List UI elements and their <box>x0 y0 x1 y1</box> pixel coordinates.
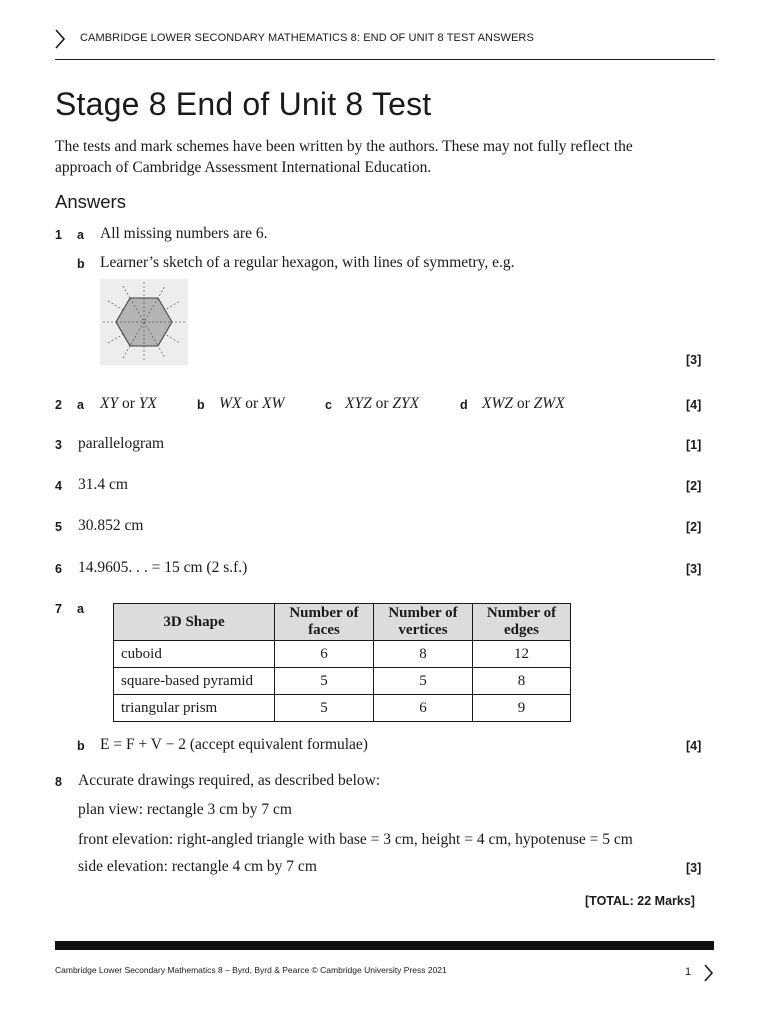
question-number-1: 1 <box>55 228 62 242</box>
table-cell-faces: 6 <box>275 641 374 668</box>
intro-line-1: The tests and mark schemes have been written by the authors. These may not fully reflect the <box>55 138 633 155</box>
table-cell-vertices: 5 <box>374 668 473 695</box>
table-cell-faces: 5 <box>275 695 374 722</box>
q5-marks: [2] <box>686 520 702 534</box>
column-header-shape: 3D Shape <box>114 604 275 641</box>
question-number-3: 3 <box>55 438 62 452</box>
question-number-7: 7 <box>55 602 62 616</box>
q1-part-a-answer: All missing numbers are 6. <box>100 225 268 242</box>
total-marks: [TOTAL: 22 Marks] <box>585 894 695 908</box>
q1-part-b-answer: Learner’s sketch of a regular hexagon, with lines of symmetry, e.g. <box>100 254 515 271</box>
table-row <box>114 641 571 668</box>
q4-marks: [2] <box>686 479 702 493</box>
q5-answer: 30.852 cm <box>78 517 144 534</box>
question-number-2: 2 <box>55 398 62 412</box>
column-header-faces: Number of faces <box>275 604 374 641</box>
table-cell-faces: 5 <box>275 668 374 695</box>
q7-marks: [4] <box>686 739 702 753</box>
q8-line-2: plan view: rectangle 3 cm by 7 cm <box>78 801 292 818</box>
q6-answer: 14.9605. . . = 15 cm (2 s.f.) <box>78 559 248 576</box>
table-cell-edges: 9 <box>473 695 571 722</box>
table-cell-shape: triangular prism <box>114 695 275 722</box>
q7-part-b-label: b <box>77 739 85 753</box>
q2-part-a-answer: XY or YX <box>100 395 157 412</box>
shapes-table <box>113 603 571 722</box>
q2-part-c-label: c <box>325 398 332 412</box>
next-page-chevron-icon <box>702 963 714 983</box>
table-cell-edges: 12 <box>473 641 571 668</box>
q8-line-3: front elevation: right-angled triangle with base = 3 cm, height = 4 cm, hypotenuse = 5 cm <box>78 831 633 848</box>
q2-part-c-answer: XYZ or ZYX <box>345 395 420 412</box>
q2-part-b-label: b <box>197 398 205 412</box>
q6-marks: [3] <box>686 562 702 576</box>
header-rule <box>55 59 715 60</box>
question-number-4: 4 <box>55 479 62 493</box>
question-number-5: 5 <box>55 520 62 534</box>
answers-heading: Answers <box>55 191 126 212</box>
q3-answer: parallelogram <box>78 435 165 452</box>
q1-part-a-label: a <box>77 228 84 242</box>
table-row <box>114 695 571 722</box>
table-cell-edges: 8 <box>473 668 571 695</box>
table-cell-vertices: 8 <box>374 641 473 668</box>
hexagon-symmetry-sketch <box>100 279 188 365</box>
question-number-8: 8 <box>55 775 62 789</box>
page-number: 1 <box>685 966 692 978</box>
q1-part-b-label: b <box>77 257 85 271</box>
q1-marks: [3] <box>686 353 702 367</box>
q8-line-4: side elevation: rectangle 4 cm by 7 cm <box>78 858 317 875</box>
chevron-right-icon <box>52 28 68 50</box>
hexagon-figure <box>100 279 188 365</box>
column-header-vertices: Number of vertices <box>374 604 473 641</box>
q2-part-d-label: d <box>460 398 468 412</box>
q4-answer: 31.4 cm <box>78 476 128 493</box>
table-row <box>114 668 571 695</box>
table-header-row <box>114 604 571 641</box>
table-cell-shape: cuboid <box>114 641 275 668</box>
q8-marks: [3] <box>686 861 702 875</box>
column-header-edges: Number of edges <box>473 604 571 641</box>
table-cell-vertices: 6 <box>374 695 473 722</box>
intro-text <box>55 136 695 178</box>
table-cell-shape: square-based pyramid <box>114 668 275 695</box>
q2-part-b-answer: WX or XW <box>219 395 285 412</box>
footer-bar <box>55 941 714 950</box>
q3-marks: [1] <box>686 438 702 452</box>
question-number-6: 6 <box>55 562 62 576</box>
q2-marks: [4] <box>686 398 702 412</box>
intro-line-2: approach of Cambridge Assessment International Education. <box>55 159 432 176</box>
q2-part-d-answer: XWZ or ZWX <box>482 395 565 412</box>
running-header: CAMBRIDGE LOWER SECONDARY MATHEMATICS 8: END OF UNIT 8 TEST ANSWERS <box>80 32 534 44</box>
footer-credit: Cambridge Lower Secondary Mathematics 8 – Byrd, Byrd & Pearce © Cambridge University Press 2021 <box>55 965 447 975</box>
q2-part-a-label: a <box>77 398 84 412</box>
q8-line-1: Accurate drawings required, as described below: <box>78 772 381 789</box>
page-title: Stage 8 End of Unit 8 Test <box>55 86 432 122</box>
q7-part-a-label: a <box>77 602 84 616</box>
q7-part-b-answer: E = F + V − 2 (accept equivalent formulae) <box>100 736 368 753</box>
